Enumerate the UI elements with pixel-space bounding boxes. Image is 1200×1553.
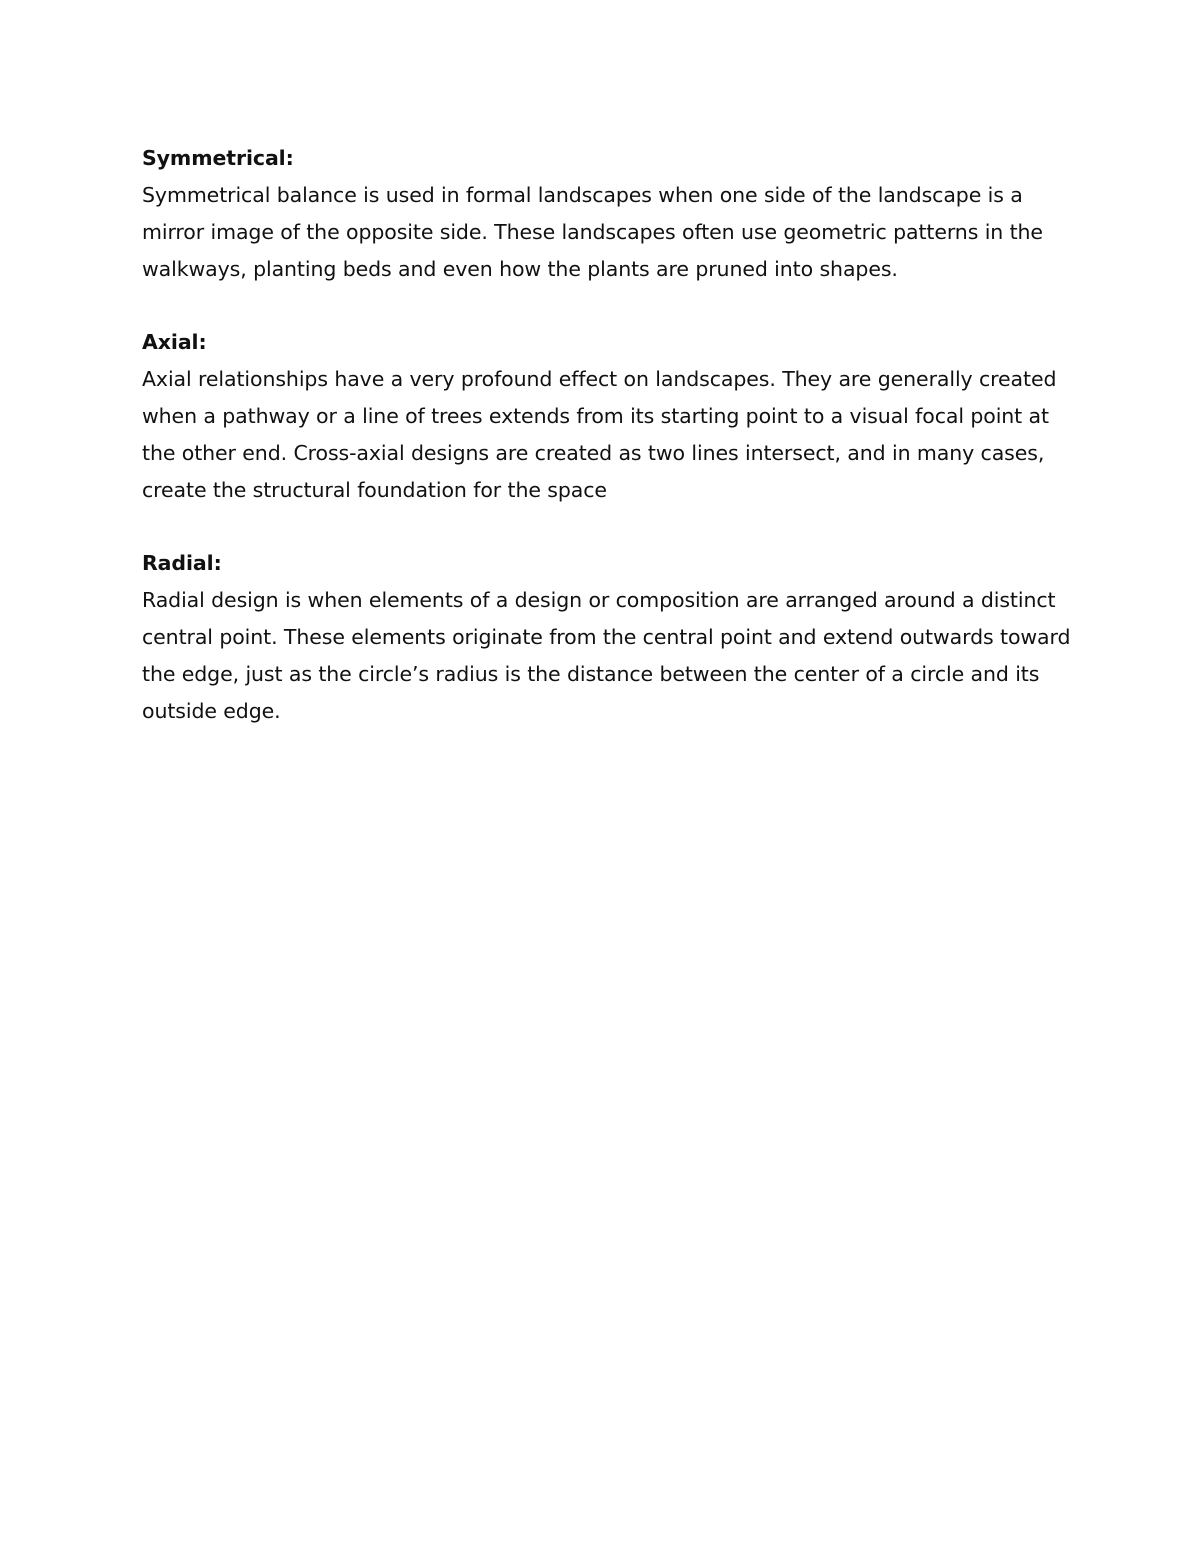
section-body: Radial design is when elements of a design or composition are arranged around a distinct central point. These elements originate from the central point and extend outwards toward the edge, just as the circle’s radius is the distance between the center of a circle and its outside edge. [142, 588, 1071, 723]
section-heading: Axial: [142, 330, 207, 354]
section-body: Axial relationships have a very profound effect on landscapes. They are generally created when a pathway or a line of trees extends from its starting point to a visual focal point at the other end. Cross-axial designs are created as two lines intersect, and in many cases, create the structural foundation for the space [142, 367, 1057, 502]
section-symmetrical [142, 140, 1072, 288]
section-heading: Symmetrical: [142, 146, 294, 170]
section-radial [142, 545, 1072, 730]
document-content [142, 140, 1072, 766]
section-body: Symmetrical balance is used in formal landscapes when one side of the landscape is a mirror image of the opposite side. These landscapes often use geometric patterns in the walkways, planting beds and even how the plants are pruned into shapes. [142, 183, 1043, 281]
section-heading: Radial: [142, 551, 222, 575]
section-axial [142, 324, 1072, 509]
